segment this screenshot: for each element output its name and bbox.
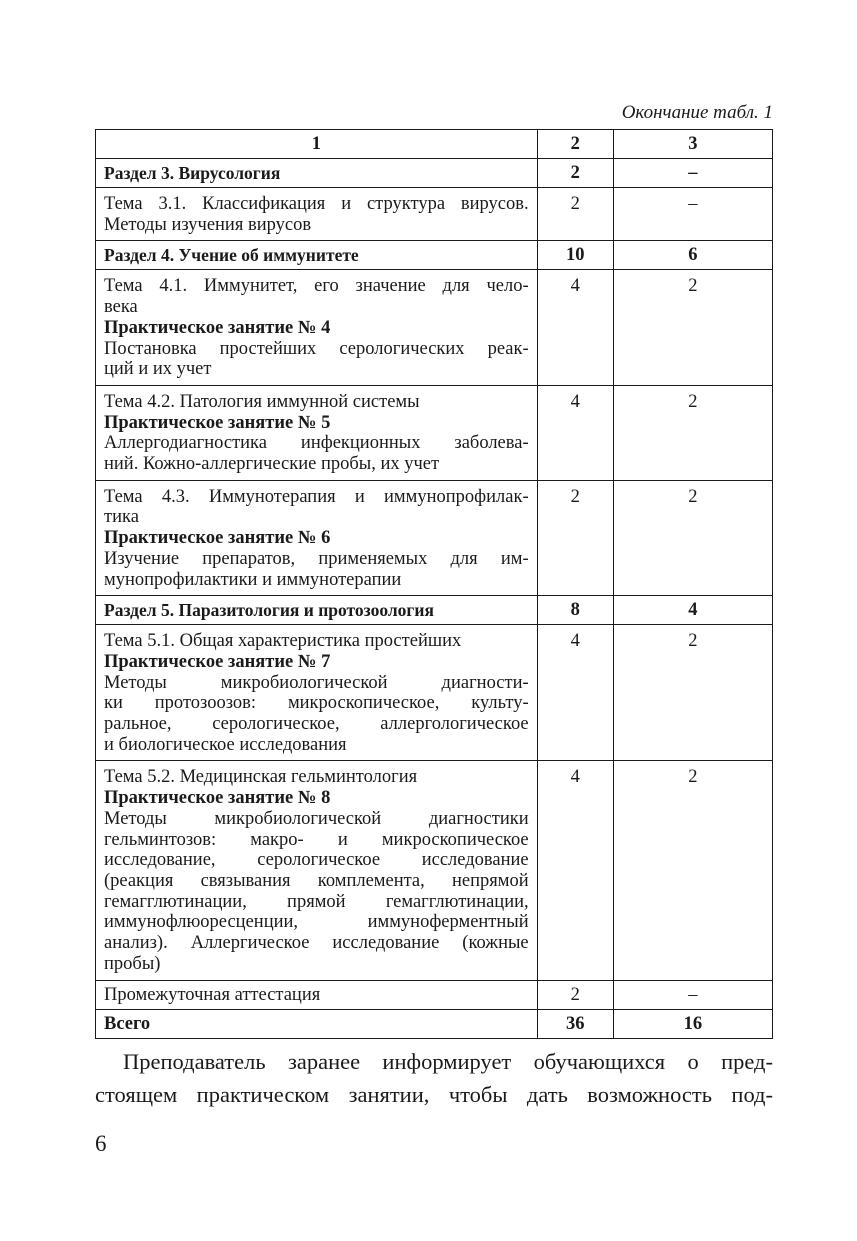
hours-total: 10 [537, 241, 613, 270]
topic-row [96, 761, 773, 980]
practice-line: анализ). Аллергическое исследование (кожные [104, 933, 529, 954]
header-col-2: 2 [537, 130, 613, 159]
topic-description [96, 270, 538, 386]
practice-line: ральное, серологическое, аллергологическое [104, 714, 529, 735]
topic-description [96, 188, 538, 241]
section-row [96, 241, 773, 270]
hours-practice: – [613, 980, 772, 1009]
hours-practice: 6 [613, 241, 772, 270]
hours-total: 4 [537, 625, 613, 761]
practice-title: Практическое занятие № 6 [104, 528, 331, 549]
hours-practice: 16 [613, 1009, 772, 1038]
topic-row [96, 480, 773, 596]
topic-row [96, 188, 773, 241]
hours-practice: – [613, 188, 772, 241]
section-title: Раздел 3. Вирусология [96, 159, 538, 188]
topic-line: Тема 5.1. Общая характеристика простейших [104, 631, 462, 652]
attestation-row [96, 980, 773, 1009]
table-caption: Окончание табл. 1 [621, 102, 773, 123]
practice-line: и биологическое исследования [104, 734, 347, 755]
hours-practice: 2 [613, 625, 772, 761]
practice-line: ний. Кожно-аллергические пробы, их учет [104, 454, 440, 475]
practice-title: Практическое занятие № 4 [104, 317, 331, 338]
practice-line: Изучение препаратов, применяемых для им- [104, 548, 529, 569]
topic-row [96, 625, 773, 761]
practice-title: Практическое занятие № 8 [104, 788, 331, 809]
attestation-title: Промежуточная аттестация [96, 980, 538, 1009]
topic-row [96, 270, 773, 386]
section-title: Раздел 5. Паразитология и протозоология [96, 596, 538, 625]
topic-line: Методы изучения вирусов [104, 214, 312, 235]
practice-line: иммунофлюоресценции, иммуноферментный [104, 912, 529, 933]
topic-description [96, 385, 538, 480]
practice-line: Аллергодиагностика инфекционных заболева- [104, 433, 529, 454]
hours-total: 8 [537, 596, 613, 625]
topic-line: Тема 4.3. Иммунотерапия и иммунопрофилак- [104, 486, 529, 507]
body-paragraph [95, 1045, 773, 1111]
practice-line: (реакция связывания комплемента, непрямой [104, 870, 529, 891]
total-row [96, 1009, 773, 1038]
practice-line: гельминтозов: макро- и микроскопическое [104, 829, 529, 850]
topic-description [96, 625, 538, 761]
practice-line: исследование, серологическое исследование [104, 850, 529, 871]
hours-practice: 2 [613, 270, 772, 386]
topic-line: Тема 5.2. Медицинская гельминтология [104, 767, 418, 788]
topic-line: Тема 4.2. Патология иммунной системы [104, 391, 420, 412]
hours-practice: 2 [613, 480, 772, 596]
topic-line: Тема 4.1. Иммунитет, его значение для чело- [104, 276, 529, 297]
table-header-row [96, 130, 773, 159]
hours-total: 2 [537, 188, 613, 241]
practice-title: Практическое занятие № 7 [104, 651, 331, 672]
practice-line: Постановка простейших серологических реак- [104, 338, 529, 359]
practice-line: мунопрофилактики и иммунотерапии [104, 569, 402, 590]
paragraph-line: стоящем практическом занятии, чтобы дать возможность под- [95, 1082, 773, 1107]
practice-line: гемагглютинации, прямой гемагглютинации, [104, 891, 529, 912]
hours-practice: 4 [613, 596, 772, 625]
hours-total: 36 [537, 1009, 613, 1038]
header-col-1: 1 [96, 130, 538, 159]
hours-practice: – [613, 159, 772, 188]
paragraph-line: Преподаватель заранее информирует обучающихся о пред- [123, 1049, 773, 1074]
topic-row [96, 385, 773, 480]
practice-line: ки протозоозов: микроскопическое, культу- [104, 693, 529, 714]
topic-line: века [104, 297, 138, 318]
practice-line: Методы микробиологической диагности- [104, 672, 529, 693]
section-row [96, 159, 773, 188]
topic-description [96, 761, 538, 980]
section-title: Раздел 4. Учение об иммунитете [96, 241, 538, 270]
practice-line: ций и их учет [104, 359, 212, 380]
hours-total: 4 [537, 385, 613, 480]
topic-line: Тема 3.1. Классификация и структура вирусов. [104, 194, 529, 214]
topic-description [96, 480, 538, 596]
practice-line: пробы) [104, 953, 161, 974]
hours-total: 2 [537, 980, 613, 1009]
hours-total: 2 [537, 159, 613, 188]
total-label: Всего [96, 1009, 538, 1038]
topic-line: тика [104, 507, 139, 528]
practice-line: Методы микробиологической диагностики [104, 808, 529, 829]
hours-total: 4 [537, 270, 613, 386]
header-col-3: 3 [613, 130, 772, 159]
section-row [96, 596, 773, 625]
page-number: 6 [95, 1131, 107, 1156]
hours-total: 4 [537, 761, 613, 980]
course-plan-table [95, 129, 773, 1039]
hours-total: 2 [537, 480, 613, 596]
hours-practice: 2 [613, 385, 772, 480]
practice-title: Практическое занятие № 5 [104, 412, 331, 433]
hours-practice: 2 [613, 761, 772, 980]
